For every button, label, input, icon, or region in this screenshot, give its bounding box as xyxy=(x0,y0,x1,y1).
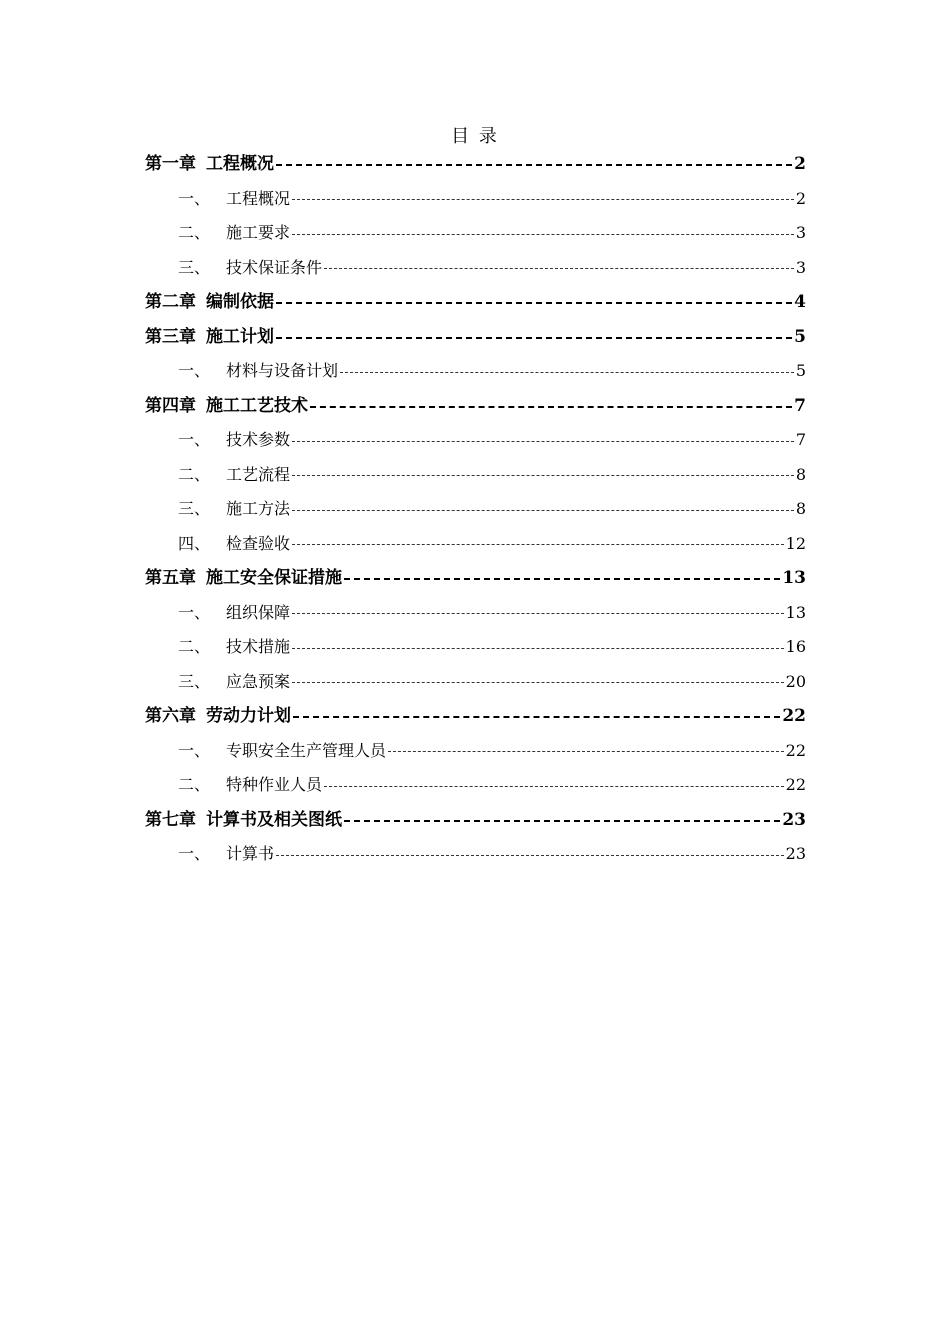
entry-title: 应急预案 xyxy=(226,671,291,691)
dot-leader xyxy=(293,716,780,718)
entry-page-number: 5 xyxy=(794,326,806,347)
dot-leader xyxy=(344,820,780,822)
dot-leader xyxy=(292,648,784,649)
entry-page-number: 22 xyxy=(785,775,806,794)
dot-leader xyxy=(388,751,784,752)
entry-page-number: 4 xyxy=(794,292,806,312)
toc-section-entry[interactable] xyxy=(145,734,806,769)
entry-page-number: 16 xyxy=(785,637,806,656)
entry-page-number: 7 xyxy=(795,430,806,449)
toc-section-entry[interactable] xyxy=(145,837,806,872)
dot-leader xyxy=(292,613,784,614)
dot-leader xyxy=(292,441,794,442)
entry-number: 第五章 xyxy=(145,568,196,588)
entry-title: 施工安全保证措施 xyxy=(206,568,342,588)
entry-page-number: 13 xyxy=(782,568,806,588)
toc-section-entry[interactable] xyxy=(145,492,806,527)
entry-number: 第二章 xyxy=(145,292,196,312)
entry-title: 材料与设备计划 xyxy=(226,361,339,380)
entry-page-number: 5 xyxy=(795,361,806,380)
entry-number: 三、 xyxy=(178,257,211,277)
entry-number: 三、 xyxy=(178,671,211,691)
entry-title: 工程概况 xyxy=(226,188,291,208)
entry-number: 一、 xyxy=(178,188,211,208)
entry-title: 施工工艺技术 xyxy=(206,395,308,416)
toc-section-entry[interactable] xyxy=(145,596,806,631)
entry-page-number: 7 xyxy=(794,395,806,416)
dot-leader xyxy=(276,855,784,856)
entry-title: 专职安全生产管理人员 xyxy=(226,740,387,760)
toc-section-entry[interactable] xyxy=(145,182,806,217)
toc-section-entry[interactable] xyxy=(145,630,806,665)
entry-number: 第六章 xyxy=(145,706,196,726)
entry-title: 检查验收 xyxy=(226,533,291,553)
entry-number: 一、 xyxy=(178,602,211,622)
entry-title: 组织保障 xyxy=(226,602,291,622)
entry-number: 一、 xyxy=(178,430,211,449)
entry-page-number: 13 xyxy=(785,602,806,622)
toc-section-entry[interactable] xyxy=(145,527,806,562)
toc-chapter-entry[interactable] xyxy=(145,561,806,596)
entry-title: 特种作业人员 xyxy=(226,775,323,794)
dot-leader xyxy=(310,406,792,408)
entry-page-number: 8 xyxy=(795,464,806,484)
entry-title: 劳动力计划 xyxy=(206,706,291,726)
entry-number: 第一章 xyxy=(145,154,196,174)
toc-chapter-entry[interactable] xyxy=(145,147,806,182)
entry-number: 第七章 xyxy=(145,809,196,830)
dot-leader xyxy=(292,510,794,511)
entry-title: 技术措施 xyxy=(226,637,291,656)
entry-page-number: 12 xyxy=(785,533,806,553)
entry-title: 施工要求 xyxy=(226,223,291,242)
dot-leader xyxy=(276,337,792,339)
entry-page-number: 22 xyxy=(782,706,806,726)
dot-leader xyxy=(340,372,794,373)
entry-page-number: 3 xyxy=(795,257,806,277)
toc-section-entry[interactable] xyxy=(145,251,806,286)
entry-title: 编制依据 xyxy=(206,292,274,312)
entry-number: 一、 xyxy=(178,361,211,380)
dot-leader xyxy=(324,268,794,269)
toc-section-entry[interactable] xyxy=(145,768,806,803)
entry-page-number: 20 xyxy=(785,671,806,691)
entry-title: 计算书及相关图纸 xyxy=(206,809,342,830)
dot-leader xyxy=(276,302,792,304)
toc-chapter-entry[interactable] xyxy=(145,389,806,424)
toc-title: 目 录 xyxy=(451,126,499,147)
entry-title: 施工计划 xyxy=(206,326,274,347)
entry-number: 二、 xyxy=(178,637,211,656)
dot-leader xyxy=(292,544,784,545)
entry-number: 第四章 xyxy=(145,395,196,416)
entry-number: 二、 xyxy=(178,775,211,794)
entry-page-number: 8 xyxy=(795,499,806,518)
entry-title: 施工方法 xyxy=(226,499,291,518)
toc-section-entry[interactable] xyxy=(145,423,806,458)
entry-number: 一、 xyxy=(178,844,211,863)
dot-leader xyxy=(344,578,780,580)
toc-section-entry[interactable] xyxy=(145,354,806,389)
entry-title: 工程概况 xyxy=(206,154,274,174)
toc-chapter-entry[interactable] xyxy=(145,699,806,734)
entry-page-number: 22 xyxy=(785,740,806,760)
toc-chapter-entry[interactable] xyxy=(145,320,806,355)
dot-leader xyxy=(292,199,794,200)
entry-page-number: 23 xyxy=(785,844,806,863)
entry-number: 四、 xyxy=(178,533,211,553)
entry-title: 工艺流程 xyxy=(226,464,291,484)
entry-page-number: 3 xyxy=(795,223,806,242)
entry-title: 技术保证条件 xyxy=(226,257,323,277)
entry-page-number: 2 xyxy=(795,188,806,208)
toc-section-entry[interactable] xyxy=(145,216,806,251)
entry-page-number: 23 xyxy=(782,809,806,830)
dot-leader xyxy=(276,164,792,166)
entry-number: 第三章 xyxy=(145,326,196,347)
toc-chapter-entry[interactable] xyxy=(145,285,806,320)
entry-number: 二、 xyxy=(178,223,211,242)
toc-list xyxy=(145,147,806,872)
entry-number: 二、 xyxy=(178,464,211,484)
entry-title: 技术参数 xyxy=(226,430,291,449)
entry-title: 计算书 xyxy=(226,844,275,863)
dot-leader xyxy=(292,234,794,235)
dot-leader xyxy=(324,786,784,787)
toc-section-entry[interactable] xyxy=(145,665,806,700)
toc-chapter-entry[interactable] xyxy=(145,803,806,838)
dot-leader xyxy=(292,475,794,476)
entry-number: 一、 xyxy=(178,740,211,760)
toc-section-entry[interactable] xyxy=(145,458,806,493)
entry-page-number: 2 xyxy=(794,154,806,174)
dot-leader xyxy=(292,682,784,683)
entry-number: 三、 xyxy=(178,499,211,518)
